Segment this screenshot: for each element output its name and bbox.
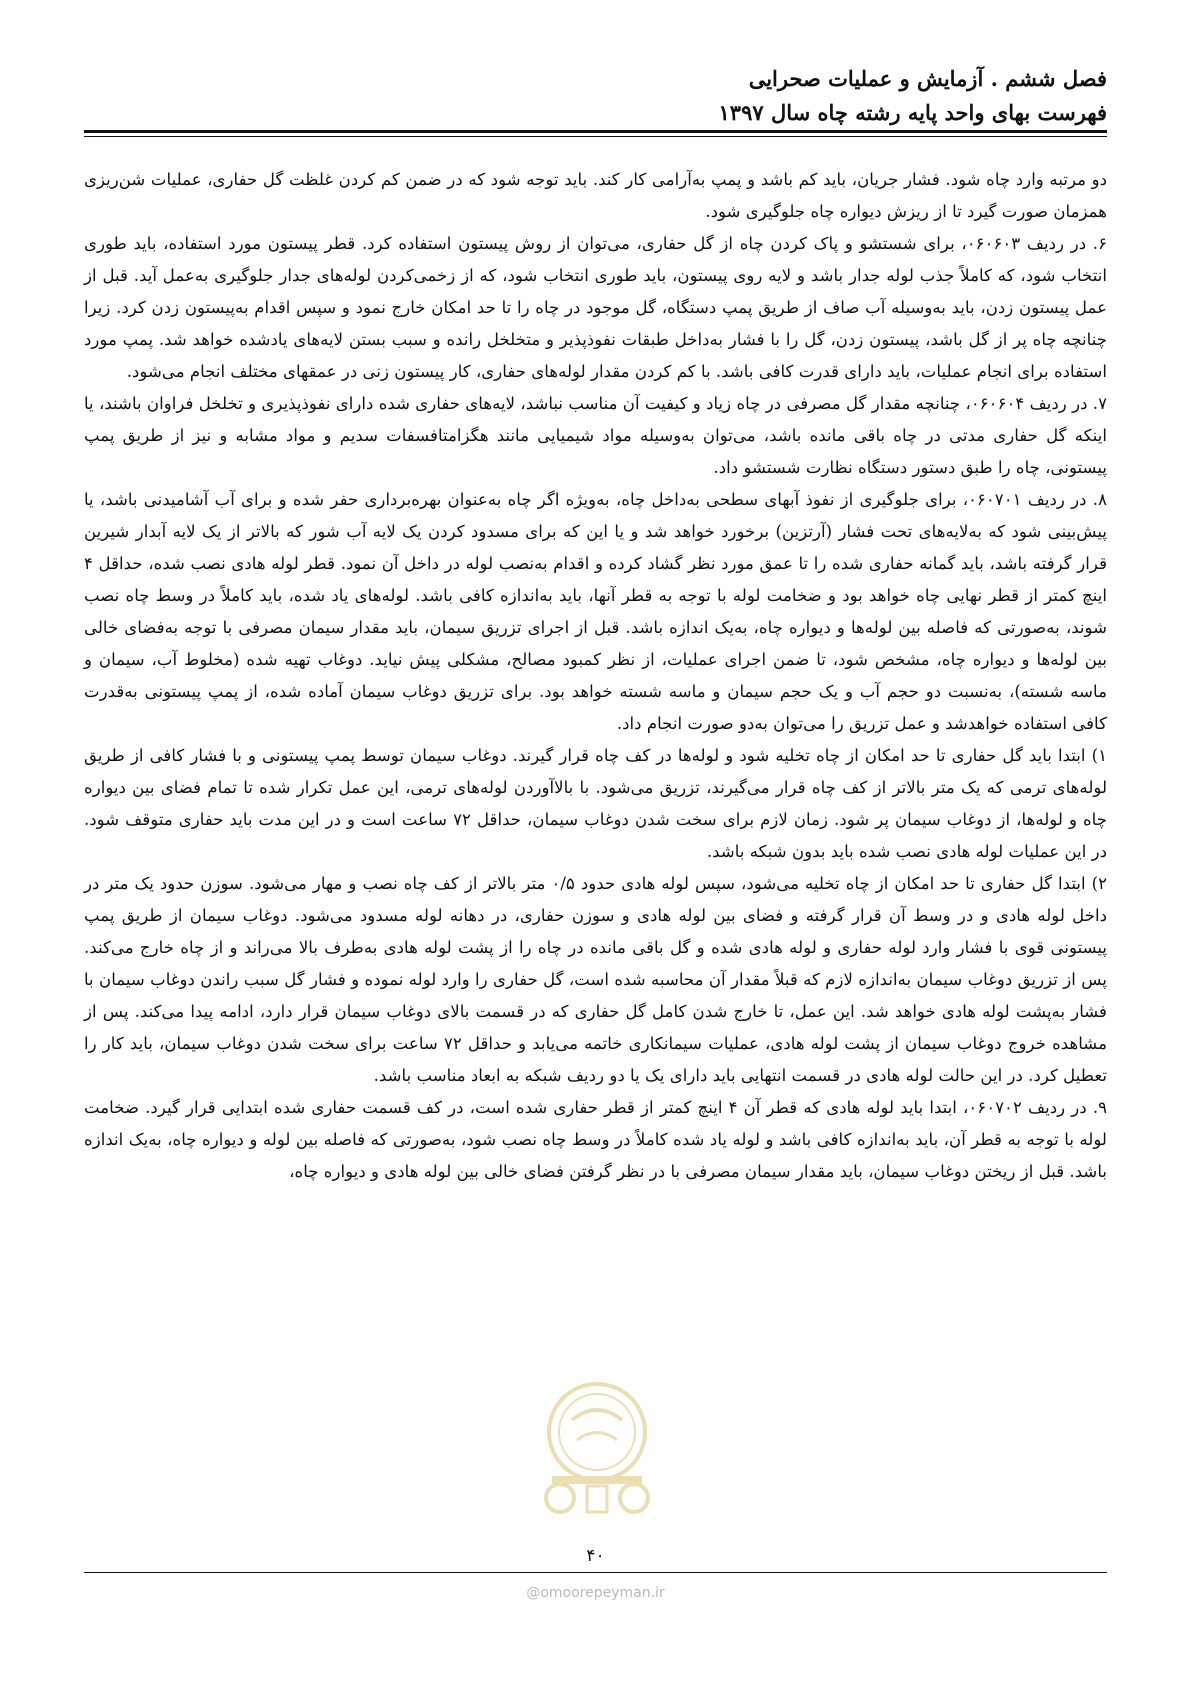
document-title: فهرست بهای واحد پایه رشته چاه سال ۱۳۹۷ <box>718 100 1107 125</box>
footer-url: @omoorepeyman.ir <box>526 1585 665 1601</box>
paragraph: ۸. در ردیف ۰۶۰۷۰۱، برای جلوگیری از نفوذ آبهای سطحی به‌داخل چاه، به‌ویژه اگر چاه به‌عنوان بهره‌برداری حفر شده و برای آب آشامیدنی باشد، یا پیش‌بینی شود که به‌لایه‌های تحت فشار (آرتزین) برخورد خواهد شد و یا این که برای مسدود کردن یک لایه آب شور که بالاتر از یک لایه آبدار شیرین قرار گرفته باشد، باید گمانه حفاری شده را تا عمق مورد نظر گشاد کرده و اقدام به‌نصب لوله در داخل آن نمود. قطر لوله هادی نصب شده، حداقل ۴ اینچ کمتر از قطر نهایی چاه خواهد بود و ضخامت لوله با توجه به قطر آنها، باید به‌اندازه کافی باشد. لوله‌های یاد شده، باید کاملاً در وسط چاه نصب شوند، به‌صورتی که فاصله بین لوله‌ها و دیواره چاه، به‌یک اندازه باشد. قبل از اجرای تزریق سیمان، باید مقدار سیمان مصرفی با توجه به‌فضای خالی بین لوله‌ها و دیواره چاه، مشخص شود، تا ضمن اجرای عملیات، از نظر کمبود مصالح، مشکلی پیش نیاید. دوغاب تهیه شده (مخلوط آب، سیمان و ماسه شسته)، به‌نسبت دو حجم آب و یک حجم سیمان و ماسه شسته خواهد بود. برای تزریق دوغاب سیمان آماده شده، از پمپ پیستونی به‌قدرت کافی استفاده خواهدشد و عمل تزریق را می‌توان به‌دو صورت انجام داد. <box>84 490 1108 733</box>
chapter-title: فصل ششم . آزمایش و عملیات صحرایی <box>748 66 1107 91</box>
paragraph: ۶. در ردیف ۰۶۰۶۰۳، برای شستشو و پاک کردن چاه از گل حفاری، می‌توان از روش پیستون استفاده کرد. قطر پیستون مورد استفاده، باید طوری انتخاب شود، که کاملاً جذب لوله جدار باشد و لایه روی پیستون، باید طوری انتخاب شود، که از زخمی‌کردن لوله‌های جدار جلوگیری به‌عمل آید. قبل از عمل پیستون زدن، باید به‌وسیله آب صاف از طریق پمپ دستگاه، گل موجود در چاه را تا حد امکان خارج نمود و سپس اقدام به‌پیستون زدن کرد. زیرا چنانچه چاه پر از گل باشد، پیستون زدن، گل را با فشار به‌داخل طبقات نفوذپذیر و متخلخل رانده و سبب بستن لایه‌های یادشده خواهد شد. پمپ مورد استفاده برای انجام عملیات، باید دارای قدرت کافی باشد. با کم کردن مقدار لوله‌های حفاری، کار پیستون زنی در عمقهای مختلف انجام می‌شود. <box>84 234 1108 381</box>
footer-rule <box>84 1572 1107 1573</box>
paragraph: دو مرتبه وارد چاه شود. فشار جریان، باید کم باشد و پمپ به‌آرامی کار کند. باید توجه شود که در ضمن کم کردن غلظت گل حفاری، عملیات شن‌ریزی همزمان صورت گیرد تا از ریزش دیواره چاه جلوگیری شود. <box>84 170 1108 221</box>
paragraph: ۱) ابتدا باید گل حفاری تا حد امکان از چاه تخلیه شود و لوله‌ها در کف چاه قرار گیرند. دوغاب سیمان توسط پمپ پیستونی و با فشار کافی از طریق لوله‌های ترمی که یک متر بالاتر از کف چاه قرار می‌گیرند، تزریق می‌شود. با بالاآوردن لوله‌های ترمی، این عمل تکرار شده تا تمام فضای بین دیواره چاه و لوله‌ها، از دوغاب سیمان پر شود. زمان لازم برای سخت شدن دوغاب سیمان، حداقل ۷۲ ساعت است و در این مدت باید حفاری متوقف شود. در این عملیات لوله هادی نصب شده باید بدون شبکه باشد. <box>84 746 1107 861</box>
document-page <box>84 0 1107 1685</box>
header-rule-thin <box>84 136 1107 137</box>
page-header <box>84 62 1107 130</box>
header-rule-thick <box>84 130 1107 133</box>
body-text <box>84 164 1107 1188</box>
paragraph: ۷. در ردیف ۰۶۰۶۰۴، چنانچه مقدار گل مصرفی در چاه زیاد و کیفیت آن مناسب نباشد، لایه‌های حفاری شده دارای نفوذپذیری و تخلخل فراوان باشند، یا اینکه گل حفاری مدتی در چاه باقی مانده باشد، می‌توان به‌وسیله مواد شیمیایی مانند هگزامتافسفات سدیم و مواد مشابه و نیز از طریق پمپ پیستونی، چاه را طبق دستور دستگاه نظارت شستشو داد. <box>84 394 1107 477</box>
paragraph: ۹. در ردیف ۰۶۰۷۰۲، ابتدا باید لوله هادی که قطر آن ۴ اینچ کمتر از قطر حفاری شده است، در کف قسمت حفاری شده ابتدایی قرار گیرد. ضخامت لوله با توجه به قطر آن، باید به‌اندازه کافی باشد و لوله یاد شده کاملاً در وسط چاه نصب شود، به‌صورتی که فاصله بین لوله و دیواره چاه، به‌یک اندازه باشد. قبل از ریختن دوغاب سیمان، باید مقدار سیمان مصرفی با در نظر گرفتن فضای خالی بین لوله هادی و دیواره چاه، <box>84 1098 1108 1181</box>
watermark-logo-icon <box>532 1380 662 1520</box>
page-number: ۴۰ <box>586 1546 605 1566</box>
paragraph: ۲) ابتدا گل حفاری تا حد امکان از چاه تخلیه می‌شود، سپس لوله هادی حدود ۰/۵ متر بالاتر از کف چاه نصب و مهار می‌شود. سوزن حدود یک متر در داخل لوله هادی و در وسط آن قرار گرفته و فضای بین لوله هادی و سوزن حفاری، در دهانه لوله مسدود می‌شود. دوغاب سیمان از طریق پمپ پیستونی قوی با فشار وارد لوله حفاری و لوله هادی شده و گل باقی مانده در چاه را از پشت لوله هادی به‌طرف بالا می‌راند و از چاه خارج می‌کند. پس از تزریق دوغاب سیمان به‌اندازه لازم که قبلاً مقدار آن محاسبه شده است، گل حفاری را وارد لوله نموده و فشار گل سبب راندن دوغاب سیمان با فشار به‌پشت لوله هادی خواهد شد. این عمل، تا خارج شدن کامل گل حفاری که در قسمت بالای دوغاب سیمان قرار دارد، ادامه پیدا می‌کند. پس از مشاهده خروج دوغاب سیمان از پشت لوله هادی، عملیات سیمانکاری خاتمه می‌یابد و حداقل ۷۲ ساعت برای سخت شدن دوغاب سیمان، باید کار را تعطیل کرد. در این حالت لوله هادی در قسمت انتهایی باید دارای یک یا دو ردیف شبکه به ابعاد مناسب باشد. <box>84 874 1107 1085</box>
